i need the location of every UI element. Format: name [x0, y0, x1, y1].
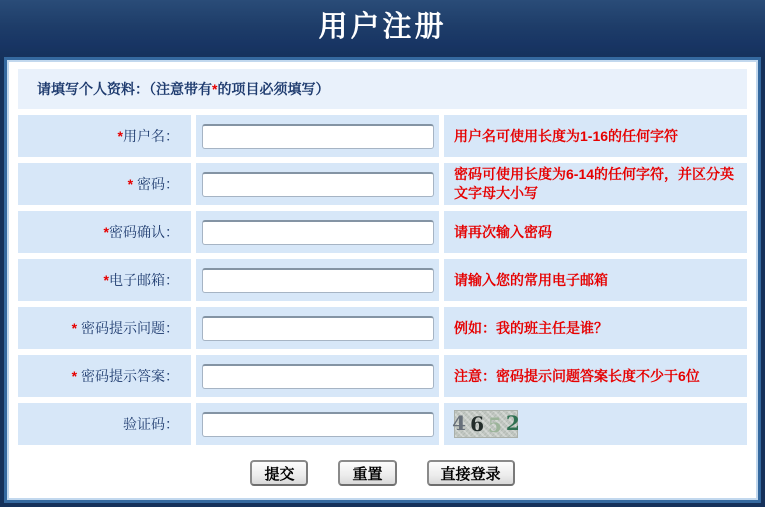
- required-asterisk: *: [127, 176, 134, 192]
- hint-question-label-text: 密码提示问题：: [77, 320, 179, 336]
- hint-answer-input-cell: [196, 355, 439, 397]
- password-confirm-label: [18, 211, 191, 253]
- hint-answer-hint: [444, 355, 747, 397]
- captcha-digit: 6: [470, 411, 488, 436]
- reset-button[interactable]: 重置: [338, 460, 396, 486]
- form-row-captcha: [18, 403, 747, 445]
- required-asterisk: *: [71, 320, 78, 336]
- notice-text-suffix: 的项目必须填写）: [217, 81, 330, 97]
- email-hint: [444, 259, 747, 301]
- hint-question-input-cell: [196, 307, 439, 349]
- captcha-digit: 4: [452, 410, 471, 435]
- password-confirm-hint: [444, 211, 747, 253]
- username-label: [18, 115, 191, 157]
- hint-question-hint: [444, 307, 747, 349]
- hint-question-label: [18, 307, 191, 349]
- captcha-digit: 5: [488, 412, 506, 437]
- captcha-input-cell: [196, 403, 439, 445]
- password-label: [18, 163, 191, 205]
- direct-login-button[interactable]: 直接登录: [427, 460, 515, 486]
- required-asterisk: *: [103, 224, 109, 240]
- submit-button[interactable]: 提交: [250, 460, 308, 486]
- form-row-password: [18, 163, 747, 205]
- password-hint: [444, 163, 747, 205]
- form-actions: [18, 451, 747, 495]
- email-input[interactable]: [202, 268, 434, 293]
- required-asterisk: *: [212, 81, 218, 97]
- hint-answer-hint-text: 注意：密码提示问题答案长度不少于6位: [454, 367, 700, 384]
- required-asterisk: *: [71, 368, 78, 384]
- username-hint-text: 用户名可使用长度为1-16的任何字符: [454, 127, 679, 144]
- page-header: [0, 0, 765, 57]
- hint-answer-label-text: 密码提示答案：: [77, 368, 179, 384]
- hint-answer-label: [18, 355, 191, 397]
- form-notice: [18, 69, 747, 109]
- form-row-password-confirm: [18, 211, 747, 253]
- form-panel: [4, 57, 761, 503]
- hint-question-hint-text: 例如：我的班主任是谁？: [454, 319, 608, 336]
- password-confirm-label-text: 密码确认：: [109, 224, 179, 240]
- captcha-digit: 2: [505, 410, 524, 435]
- hint-answer-input[interactable]: [202, 364, 434, 389]
- page-title: 用户注册: [318, 9, 447, 43]
- password-label-text: 密码：: [133, 176, 179, 192]
- captcha-input[interactable]: [202, 412, 434, 437]
- username-hint: [444, 115, 747, 157]
- password-input-cell: [196, 163, 439, 205]
- username-label-text: 用户名：: [123, 128, 179, 144]
- form-row-email: [18, 259, 747, 301]
- captcha-label: [18, 403, 191, 445]
- captcha-label-text: 验证码：: [123, 416, 179, 432]
- password-confirm-input[interactable]: [202, 220, 434, 245]
- form-row-hint-question: [18, 307, 747, 349]
- username-input[interactable]: [202, 124, 434, 149]
- captcha-cell: [444, 403, 747, 445]
- email-input-cell: [196, 259, 439, 301]
- email-label: [18, 259, 191, 301]
- notice-text-prefix: 请填写个人资料：（注意带有: [37, 81, 212, 97]
- form-row-hint-answer: [18, 355, 747, 397]
- form-row-username: [18, 115, 747, 157]
- required-asterisk: *: [103, 272, 109, 288]
- email-label-text: 电子邮箱：: [109, 272, 179, 288]
- password-confirm-hint-text: 请再次输入密码: [454, 223, 552, 240]
- email-hint-text: 请输入您的常用电子邮箱: [454, 271, 608, 288]
- required-asterisk: *: [117, 128, 123, 144]
- password-input[interactable]: [202, 172, 434, 197]
- captcha-image[interactable]: [452, 410, 524, 438]
- hint-question-input[interactable]: [202, 316, 434, 341]
- username-input-cell: [196, 115, 439, 157]
- password-confirm-input-cell: [196, 211, 439, 253]
- password-hint-text: 密码可使用长度为6-14的任何字符，并区分英文字母大小写: [454, 166, 735, 201]
